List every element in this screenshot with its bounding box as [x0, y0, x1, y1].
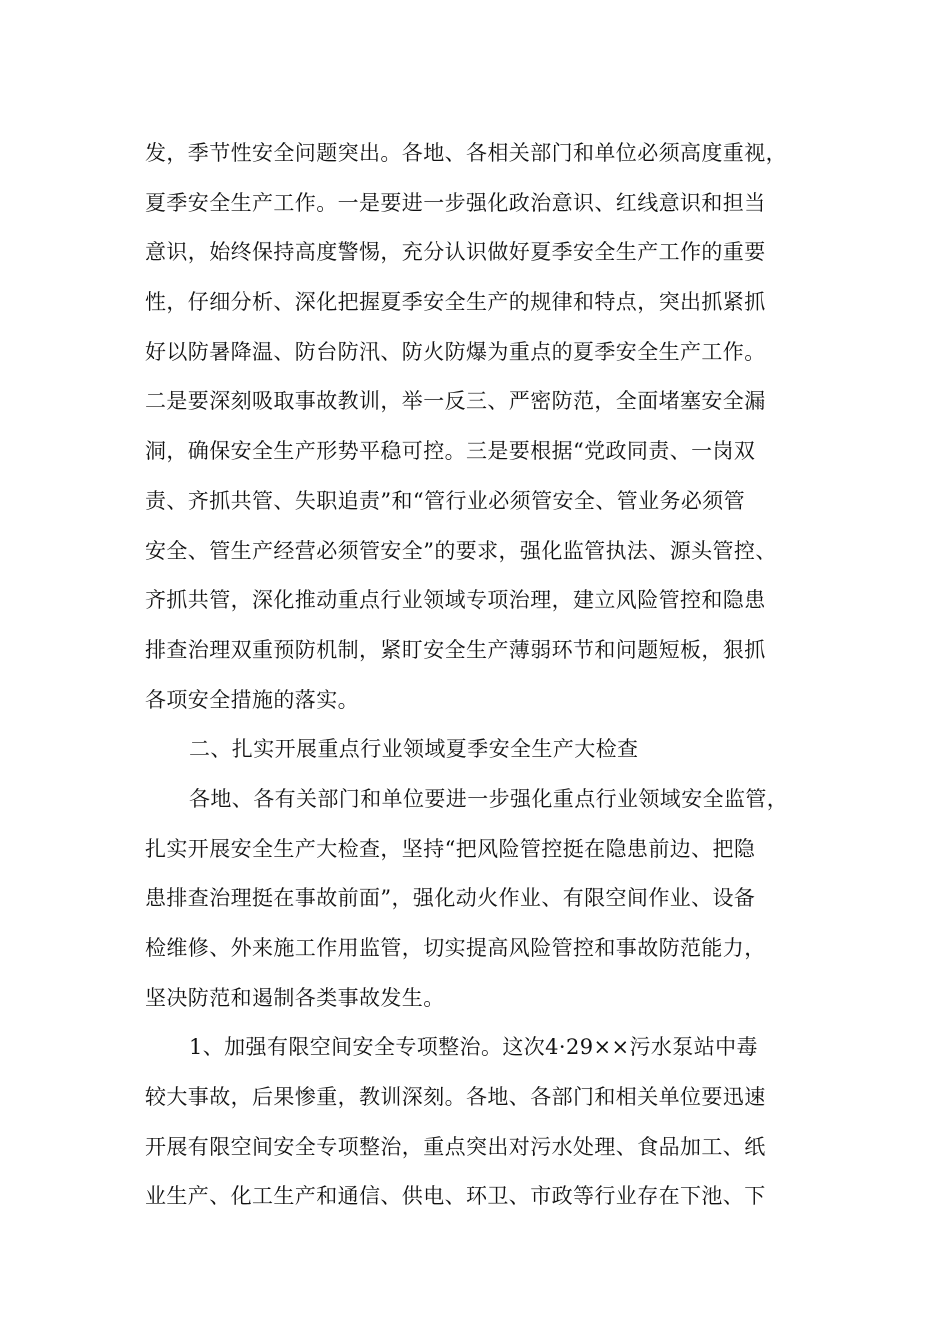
text-line: 夏季安全生产工作。一是要进一步强化政治意识、红线意识和担当 — [145, 190, 766, 215]
text-line: 洞，确保安全生产形势平稳可控。三是要根据“党政同责、一岗双 — [145, 439, 756, 464]
text-line: 发，季节性安全问题突出。各地、各相关部门和单位必须高度重视， — [145, 141, 787, 165]
text-line: 齐抓共管，深化推动重点行业领域专项治理，建立风险管控和隐患 — [145, 588, 766, 613]
body-text — [145, 129, 810, 1222]
text-line: 性，仔细分析、深化把握夏季安全生产的规律和特点，突出抓紧抓 — [145, 290, 766, 315]
text-line: 安全、管生产经营必须管安全”的要求，强化监管执法、源头管控、 — [145, 538, 777, 563]
text-line: 意识，始终保持高度警惕，充分认识做好夏季安全生产工作的重要 — [145, 240, 766, 265]
text-line: 责、齐抓共管、失职追责”和“管行业必须管安全、管业务必须管 — [145, 488, 746, 513]
text-line: 好以防暑降温、防台防汛、防火防爆为重点的夏季安全生产工作。 — [145, 339, 766, 364]
text-line: 各项安全措施的落实。 — [145, 687, 359, 712]
text-line: 业生产、化工生产和通信、供电、环卫、市政等行业存在下池、下 — [145, 1184, 766, 1209]
text-line: 各地、各有关部门和单位要进一步强化重点行业领域安全监管， — [189, 786, 789, 811]
text-line: 排查治理双重预防机制，紧盯安全生产薄弱环节和问题短板，狠抓 — [145, 637, 766, 662]
text-line: 开展有限空间安全专项整治，重点突出对污水处理、食品加工、纸 — [145, 1134, 766, 1159]
text-line: 扎实开展安全生产大检查，坚持“把风险管控挺在隐患前边、把隐 — [145, 836, 756, 861]
text-line: 二是要深刻吸取事故教训，举一反三、严密防范，全面堵塞安全漏 — [145, 389, 766, 414]
text-line: 较大事故，后果惨重，教训深刻。各地、各部门和相关单位要迅速 — [145, 1085, 766, 1110]
text-line: 检维修、外来施工作用监管，切实提高风险管控和事故防范能力， — [145, 936, 766, 960]
text-line: 二、扎实开展重点行业领域夏季安全生产大检查 — [189, 737, 639, 762]
text-line: 坚决防范和遏制各类事故发生。 — [145, 985, 445, 1010]
text-line: 1、加强有限空间安全专项整治。这次4·29××污水泵站中毒 — [189, 1035, 758, 1060]
text-line: 患排查治理挺在事故前面”，强化动火作业、有限空间作业、设备 — [145, 886, 756, 911]
